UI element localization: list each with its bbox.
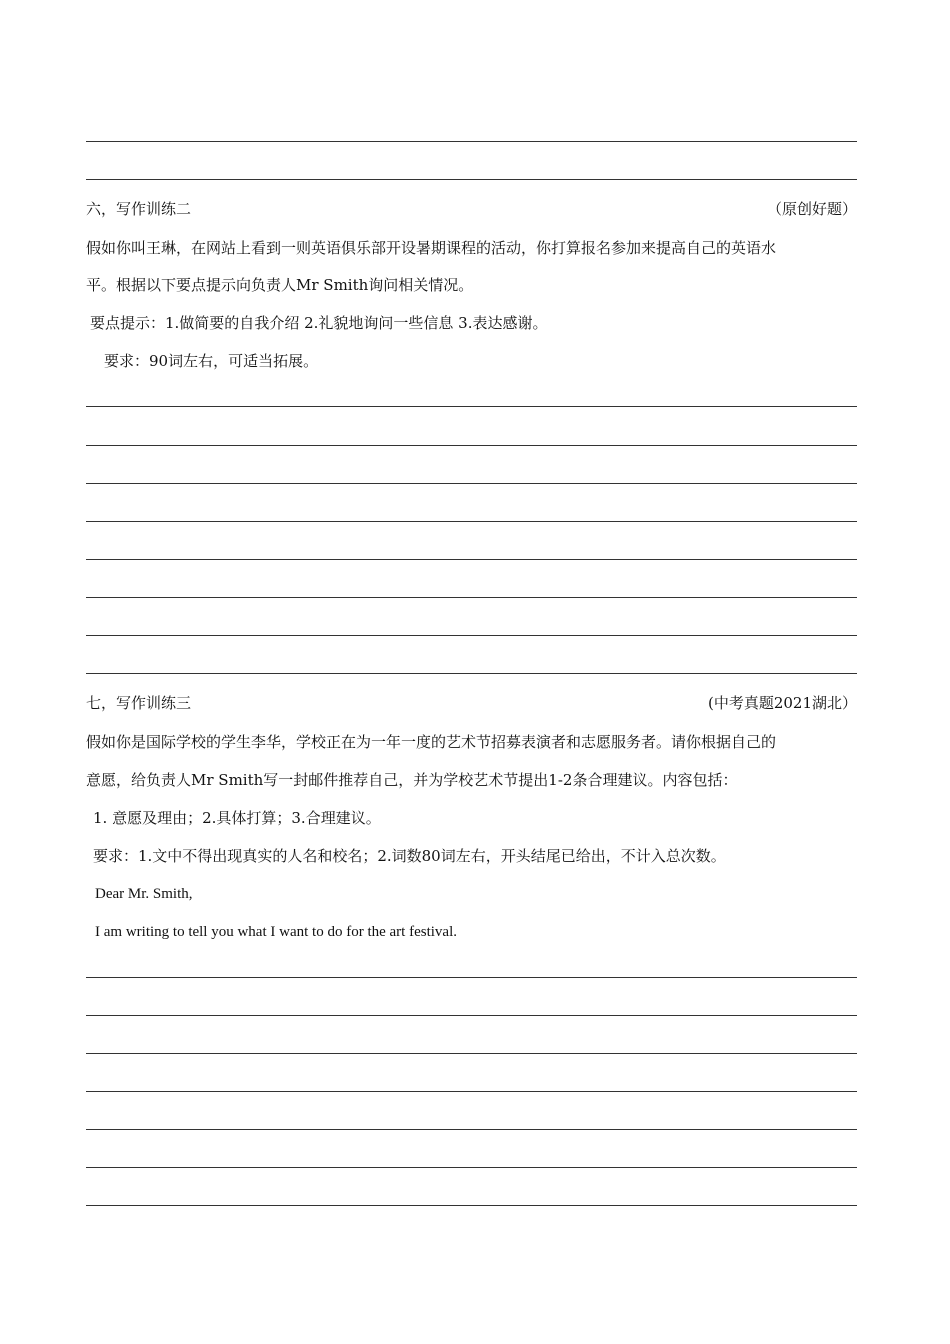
section-heading: 七，写作训练三 xyxy=(86,694,192,712)
writing-line xyxy=(86,141,857,142)
section-source: (中考真题2021湖北） xyxy=(707,694,857,712)
writing-line xyxy=(86,521,857,522)
writing-line xyxy=(86,1015,857,1016)
letter-opening: I am writing to tell you what I want to do for the art festival. xyxy=(95,924,457,940)
writing-line xyxy=(86,1053,857,1054)
writing-line xyxy=(86,673,857,674)
writing-line xyxy=(86,445,857,446)
requirement: 要求：90词左右，可适当拓展。 xyxy=(104,352,319,370)
prompt-line: 意愿，给负责人Mr Smith写一封邮件推荐自己，并为学校艺术节提出1-2条合理建议。内容包括： xyxy=(86,771,738,789)
writing-line xyxy=(86,597,857,598)
content-points: 1. 意愿及理由；2.具体打算；3.合理建议。 xyxy=(93,809,381,827)
writing-line xyxy=(86,1129,857,1130)
writing-line xyxy=(86,559,857,560)
writing-line xyxy=(86,1091,857,1092)
letter-greeting: Dear Mr. Smith, xyxy=(95,886,193,902)
writing-line xyxy=(86,483,857,484)
writing-line xyxy=(86,406,857,407)
writing-line xyxy=(86,977,857,978)
section-source: （原创好题） xyxy=(766,200,857,218)
section-heading: 六，写作训练二 xyxy=(86,200,192,218)
prompt-line: 假如你叫王琳，在网站上看到一则英语俱乐部开设暑期课程的活动，你打算报名参加来提高自己的英语水 xyxy=(86,239,777,257)
writing-line xyxy=(86,179,857,180)
writing-line xyxy=(86,1205,857,1206)
requirement: 要求：1.文中不得出现真实的人名和校名；2.词数80词左右，开头结尾已给出，不计入总次数。 xyxy=(93,847,726,865)
prompt-line: 平。根据以下要点提示向负责人Mr Smith询问相关情况。 xyxy=(86,276,474,294)
writing-line xyxy=(86,1167,857,1168)
writing-line xyxy=(86,635,857,636)
key-points: 要点提示：1.做简要的自我介绍 2.礼貌地询问一些信息 3.表达感谢。 xyxy=(90,314,548,332)
prompt-line: 假如你是国际学校的学生李华，学校正在为一年一度的艺术节招募表演者和志愿服务者。请你根据自己的 xyxy=(86,733,777,751)
